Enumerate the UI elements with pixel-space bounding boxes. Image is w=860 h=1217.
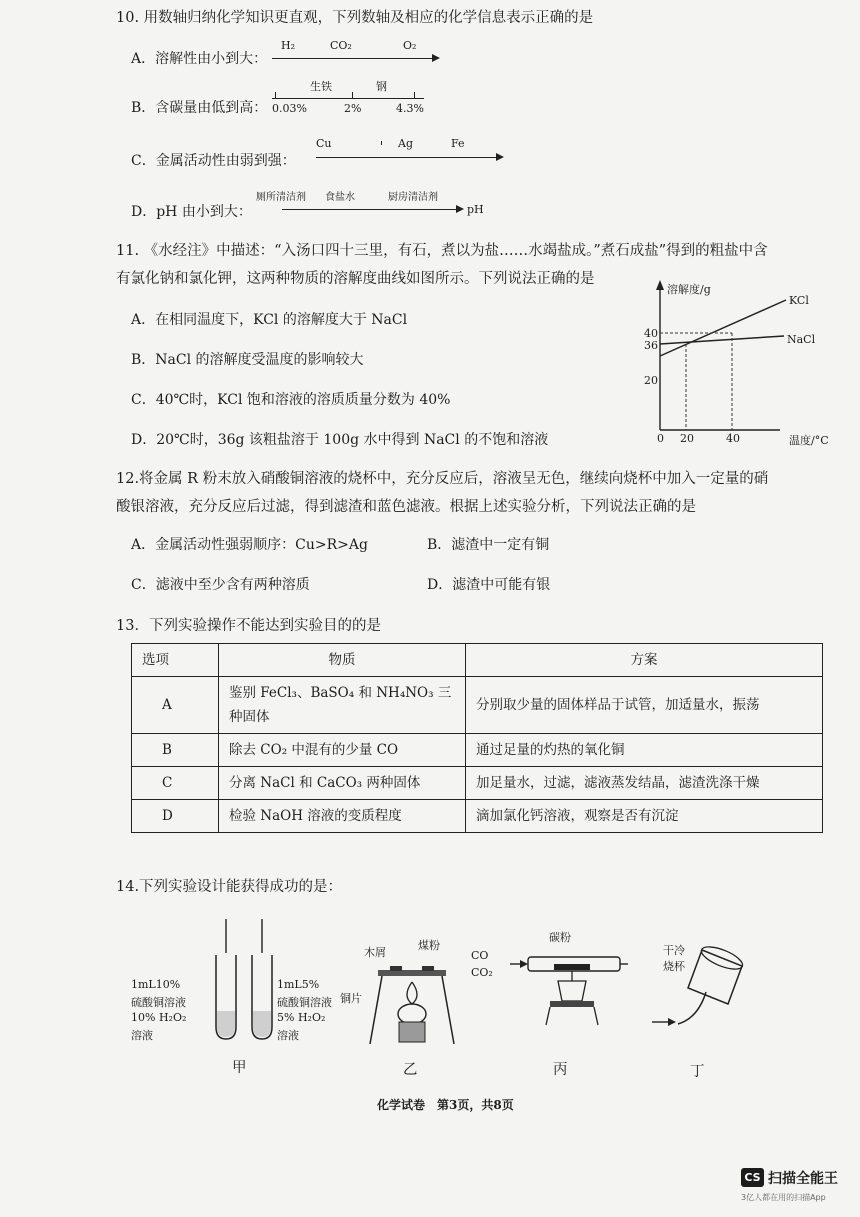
yi-label: 木屑 <box>364 946 386 959</box>
graph-ytick: 36 <box>644 339 658 352</box>
nacl-curve <box>660 336 784 344</box>
tripod-burner-illustration <box>368 960 456 1046</box>
q12-option-a: A．金属活动性强弱顺序：Cu>R>Ag <box>131 537 368 553</box>
q12-stem-line1: 12.将金属 R 粉末放入硝酸铜溶液的烧杯中，充分反应后，溶液呈无色，继续向烧杯中加入一定量的硝 <box>116 471 769 487</box>
yi-caption: 乙 <box>403 1062 418 1078</box>
table-header-cell: 物质 <box>219 644 466 677</box>
ding-caption: 丁 <box>690 1064 705 1080</box>
table-cell-substance: 除去 CO₂ 中混有的少量 CO <box>219 734 466 767</box>
jia-right-label: 溶液 <box>277 1029 299 1042</box>
q11-option-c: C．40℃时，KCl 饱和溶液的溶质质量分数为 40% <box>131 392 451 408</box>
q10-option-c-label: C．金属活动性由弱到强： <box>131 153 296 169</box>
table-cell-plan: 分别取少量的固体样品于试管，加适量水，振荡 <box>466 677 823 734</box>
q10-option-a-label: A．溶解性由小到大： <box>131 51 268 67</box>
q12-stem-line2: 酸银溶液，充分反应后过滤，得到滤渣和蓝色滤液。根据上述实验分析，下列说法正确的是 <box>116 499 696 515</box>
jia-left-label: 硫酸铜溶液 <box>131 996 186 1009</box>
table-row <box>132 677 823 734</box>
table-row <box>132 767 823 800</box>
graph-ylabel: 溶解度/g <box>667 283 711 296</box>
q10-d-end: pH <box>467 203 484 216</box>
q12-option-b: B．滤渣中一定有铜 <box>427 537 550 553</box>
q10-a-item: CO₂ <box>330 39 352 52</box>
graph-ytick: 20 <box>644 374 658 387</box>
bing-label: 碳粉 <box>549 931 571 944</box>
ding-label: 烧杯 <box>663 960 685 973</box>
bing-caption: 丙 <box>553 1062 568 1078</box>
scanner-brand: 扫描全能王 <box>768 1171 838 1187</box>
jia-left-label: 10% H₂O₂ <box>131 1011 187 1024</box>
graph-xlabel: 温度/°C <box>789 434 829 447</box>
yi-label: 煤粉 <box>418 939 440 952</box>
solubility-graph <box>640 278 850 450</box>
graph-curve-nacl: NaCl <box>787 333 816 346</box>
bing-label: CO <box>471 949 489 962</box>
q10-b-bottom: 2% <box>344 102 362 115</box>
test-tubes-illustration <box>210 915 280 1047</box>
table-cell-option: C <box>132 767 219 800</box>
q11-option-d: D．20℃时，36g 该粗盐溶于 100g 水中得到 NaCl 的不饱和溶液 <box>131 432 549 448</box>
q10-b-top: 钢 <box>376 80 387 93</box>
kcl-curve <box>660 300 786 356</box>
q11-option-a: A．在相同温度下，KCl 的溶解度大于 NaCl <box>131 312 408 328</box>
q13-stem: 13．下列实验操作不能达到实验目的的是 <box>116 618 381 634</box>
table-row <box>132 800 823 833</box>
q10-d-item: 厕所清洁剂 <box>256 192 306 203</box>
ding-label: 干冷 <box>663 944 685 957</box>
table-cell-substance: 检验 NaOH 溶液的变质程度 <box>219 800 466 833</box>
graph-xtick: 20 <box>680 432 694 445</box>
table-cell-option: B <box>132 734 219 767</box>
q11-option-b: B．NaCl 的溶解度受温度的影响较大 <box>131 352 364 368</box>
q11-stem-line1: 11. 《水经注》中描述：“入汤口四十三里，有石，煮以为盐……水竭盐成。”煮石成盐”得到的粗盐中含 <box>116 243 768 259</box>
q10-c-item: Ag <box>398 137 413 150</box>
q14-stem: 14.下列实验设计能获得成功的是： <box>116 879 343 895</box>
table-cell-plan: 滴加氯化钙溶液，观察是否有沉淀 <box>466 800 823 833</box>
table-cell-plan: 通过足量的灼热的氧化铜 <box>466 734 823 767</box>
jia-left-label: 1mL10% <box>131 978 181 991</box>
table-header-row <box>132 644 823 677</box>
table-header-cell: 选项 <box>132 644 219 677</box>
graph-ytick: 40 <box>644 327 658 340</box>
jia-right-label: 5% H₂O₂ <box>277 1011 326 1024</box>
jia-caption: 甲 <box>232 1060 247 1076</box>
q10-b-bottom: 0.03% <box>272 102 307 115</box>
combustion-tube-illustration <box>510 945 630 1027</box>
q10-d-item: 厨房清洁剂 <box>388 192 438 203</box>
q10-c-item: Fe <box>451 137 465 150</box>
q10-option-b-label: B．含碳量由低到高： <box>131 100 268 116</box>
table-cell-option: A <box>132 677 219 734</box>
bing-label: CO₂ <box>471 966 493 979</box>
table-row <box>132 734 823 767</box>
q10-c-item: Cu <box>316 137 332 150</box>
jia-right-label: 1mL5% <box>277 978 320 991</box>
yi-label: 铜片 <box>340 992 362 1005</box>
graph-xtick: 0 <box>657 432 664 445</box>
table-header-cell: 方案 <box>466 644 823 677</box>
q10-b-top: 生铁 <box>310 80 332 93</box>
graph-curve-kcl: KCl <box>789 294 809 307</box>
table-cell-option: D <box>132 800 219 833</box>
jia-left-label: 溶液 <box>131 1029 153 1042</box>
q13-table <box>131 643 823 833</box>
scanner-slogan: 3亿人都在用的扫描App <box>741 1193 826 1202</box>
q10-d-item: 食盐水 <box>325 192 355 203</box>
table-cell-substance: 分离 NaCl 和 CaCO₃ 两种固体 <box>219 767 466 800</box>
q10-a-item: H₂ <box>281 39 296 52</box>
q10-a-item: O₂ <box>403 39 417 52</box>
scanner-logo: CS <box>741 1168 764 1187</box>
page-footer: 化学试卷 第3页，共8页 <box>377 1098 514 1112</box>
q10-option-d-label: D．pH 由小到大： <box>131 204 252 220</box>
jia-right-label: 硫酸铜溶液 <box>277 996 332 1009</box>
table-cell-plan: 加足量水，过滤，滤液蒸发结晶，滤渣洗涤干燥 <box>466 767 823 800</box>
q10-b-bottom: 4.3% <box>396 102 424 115</box>
q12-option-d: D．滤渣中可能有银 <box>427 577 551 593</box>
q10-stem: 10. 用数轴归纳化学知识更直观，下列数轴及相应的化学信息表示正确的是 <box>116 10 594 26</box>
q11-stem-line2: 有氯化钠和氯化钾，这两种物质的溶解度曲线如图所示。下列说法正确的是 <box>116 271 595 287</box>
graph-xtick: 40 <box>726 432 740 445</box>
q12-option-c: C．滤液中至少含有两种溶质 <box>131 577 310 593</box>
table-cell-substance: 鉴别 FeCl₃、BaSO₄ 和 NH₄NO₃ 三种固体 <box>219 677 466 734</box>
